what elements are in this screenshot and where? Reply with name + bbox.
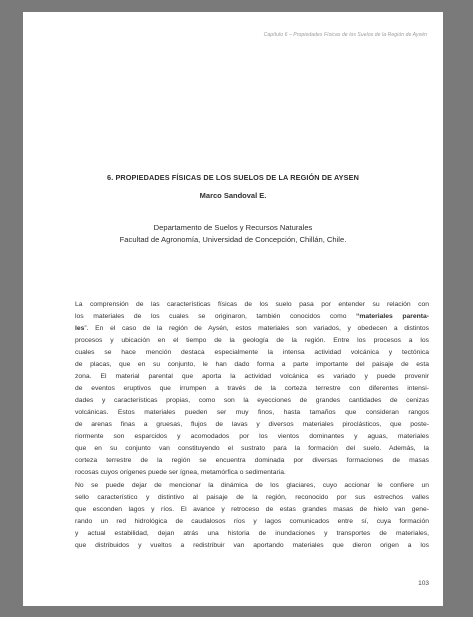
paragraph-line: volcánicas. Estos materiales pueden ser muy finos, hasta tamaños que consideran rangos <box>75 409 429 416</box>
paragraph-line: de eventos eruptivos que irrumpen a través de la corteza terrestre con diferentes intensi- <box>75 385 429 392</box>
body-paragraph-2 <box>75 480 429 552</box>
bold-term-end: les <box>75 325 85 332</box>
paragraph-line <box>75 323 429 335</box>
paragraph-line: de arenas finas a gruesas, flujos de lavas y diversos materiales piroclásticos, que poste- <box>75 421 429 428</box>
paragraph-line: corteza terrestre de la región se encuentra dominada por diversas formaciones de masas <box>75 457 429 464</box>
body-paragraph-1 <box>75 299 429 479</box>
paragraph-line-text: los materiales de los cuales se originaron, también conocidos como <box>75 313 347 320</box>
affiliation-department: Departamento de Suelos y Recursos Naturales <box>153 223 313 232</box>
paragraph-line <box>75 311 429 323</box>
paragraph-line-text: ”. En el caso de la región de Aysén, estos materiales son variados, y obedecen a distintos <box>84 325 429 332</box>
paragraph-line: de placas, que en su conjunto, le han dado forma a parte importante del paisaje de esta <box>75 361 429 368</box>
author-affiliation <box>23 222 443 246</box>
running-header: Capítulo 6 – Propiedades Físicas de los Suelos de la Región de Aysén <box>263 32 427 38</box>
document-page <box>23 12 443 606</box>
paragraph-line: que en su conjunto van constituyendo el sustrato para la formación del suelo. Además, la <box>75 445 429 452</box>
author-name: Marco Sandoval E. <box>199 191 267 200</box>
paragraph-line: y actual estabilidad, dejan atrás una historia de inundaciones y transportes de materiales, <box>75 530 429 537</box>
paragraph-line: que distribuidos y vueltos a redistribuir van aportando materiales que dieron origen a los <box>75 542 429 549</box>
paragraph-line: rocosas cuyos orígenes puede ser ígnea, metamórfica o sedimentaria. <box>75 469 286 476</box>
affiliation-faculty: Facultad de Agronomía, Universidad de Concepción, Chillán, Chile. <box>119 235 347 244</box>
bold-term: “materiales parenta- <box>356 313 430 320</box>
paragraph-line: No se puede dejar de mencionar la dinámica de los glaciares, cuyo accionar le confiere un <box>75 482 429 489</box>
paragraph-line: cuales se hace mención destaca especialmente la intensa actividad volcánica y tectónica <box>75 349 429 356</box>
chapter-title: 6. PROPIEDADES FÍSICAS DE LOS SUELOS DE LA REGIÓN DE AYSEN <box>107 173 359 182</box>
paragraph-line: La comprensión de las características físicas de los suelo pasa por entender su relación con <box>75 301 429 308</box>
paragraph-line: que esconden lagos y ríos. El avance y retroceso de estas grandes masas de hielo van gene- <box>75 506 429 513</box>
paragraph-line: sello característico y distintivo al paisaje de la región, reconocido por sus estrechos valles <box>75 494 429 501</box>
paragraph-line: dades y características propias, como son la eyecciones de grandes cantidades de cenizas <box>75 397 429 404</box>
paragraph-line: riormente son esparcidos y acomodados por los vientos dominantes y aguas, materiales <box>75 433 429 440</box>
paragraph-line: rando un red hidrológica de caudalosos ríos y lagos comunicados entre sí, cuya formación <box>75 518 429 525</box>
paragraph-line: procesos y ubicación en el tiempo de la geología de la región. Entre los procesos a los <box>75 337 429 344</box>
page-number: 103 <box>418 580 429 587</box>
paragraph-line: zona. El material parental que aporta la actividad volcánica es variado y puede provenir <box>75 373 429 380</box>
